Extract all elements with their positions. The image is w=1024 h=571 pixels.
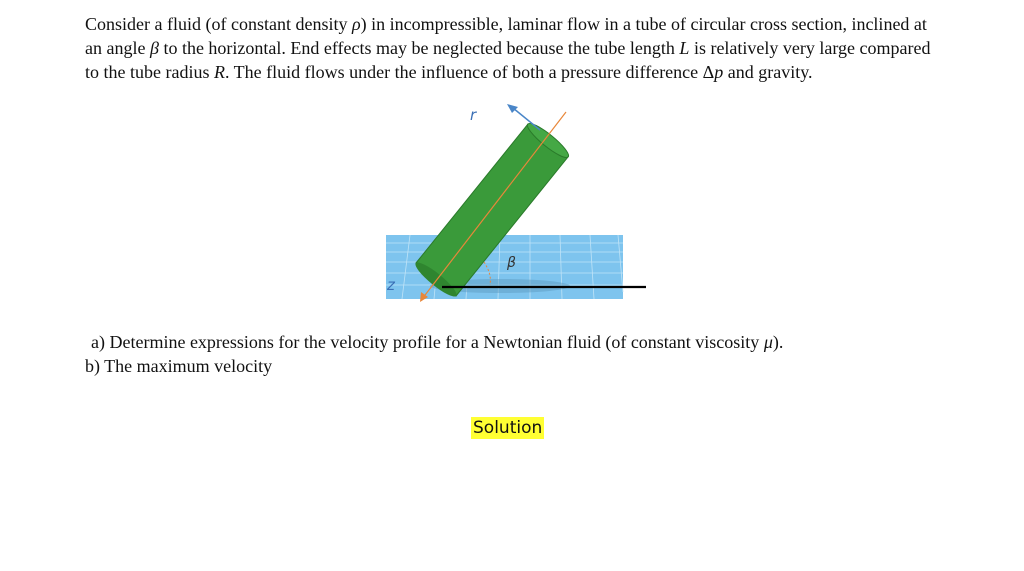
label-r: r [470, 106, 477, 124]
problem-text-4: is relatively very large compared to the tube radius [85, 38, 931, 82]
problem-text-5: . The fluid flows under the influence of both a pressure difference Δ [224, 62, 715, 82]
density-symbol: ρ [351, 14, 361, 34]
question-b: b) The maximum velocity [85, 356, 273, 376]
inclined-tube-diagram [380, 102, 650, 307]
problem-statement [85, 12, 945, 84]
problem-text-2: ) in incompressible, laminar flow in a tube of circular cross section, inclined at an angle [85, 14, 927, 58]
pressure-symbol: p [714, 62, 724, 82]
solution-link[interactable]: Solution [473, 418, 543, 438]
label-beta: β [507, 255, 516, 271]
length-symbol: L [679, 38, 690, 58]
radius-symbol: R [213, 62, 225, 82]
label-z: z [387, 276, 395, 294]
problem-text-3: to the horizontal. End effects may be neglected because the tube length [158, 38, 680, 58]
radial-arrow [507, 104, 540, 130]
angle-symbol: β [149, 38, 159, 58]
problem-text-6: and gravity. [723, 62, 813, 82]
problem-text-1: Consider a fluid (of constant density [85, 14, 352, 34]
question-a [85, 330, 965, 354]
inclined-tube-figure [380, 102, 650, 307]
questions-list [85, 330, 965, 378]
question-a-text-2: ). [772, 332, 784, 352]
question-a-text-1: a) Determine expressions for the velocity profile for a Newtonian fluid (of constant viscosity [91, 332, 764, 352]
viscosity-symbol: μ [763, 332, 773, 352]
